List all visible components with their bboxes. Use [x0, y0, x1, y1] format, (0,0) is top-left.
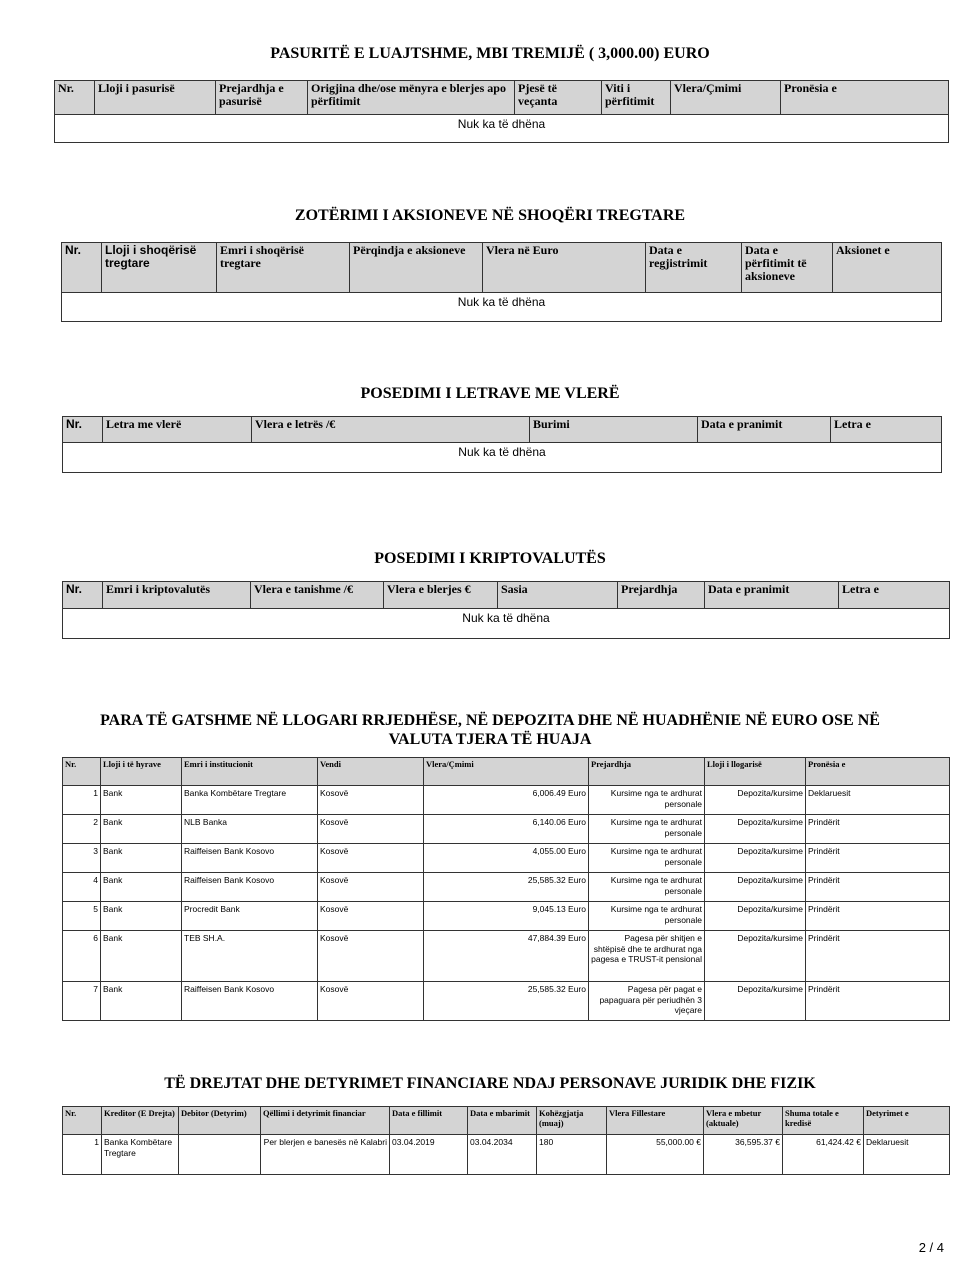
- cell-origin: Kursime nga te ardhurat personale: [589, 815, 705, 844]
- cell-owner: Prindërit: [806, 873, 950, 902]
- column-header: Data e regjistrimit: [646, 243, 742, 293]
- column-header: Debitor (Detyrim): [179, 1107, 261, 1135]
- cell-owner: Prindërit: [806, 815, 950, 844]
- cell-remaining-value: 36,595.37 €: [704, 1135, 783, 1175]
- column-header: Nr.: [63, 582, 103, 609]
- cell-account: Depozita/kursime: [705, 786, 806, 815]
- crypto-table: [62, 581, 950, 639]
- column-header: Emri i institucionit: [182, 758, 318, 786]
- cell-nr: 6: [63, 931, 101, 982]
- table-header-row: [62, 243, 942, 293]
- no-data-message: Nuk ka të dhëna: [55, 115, 949, 143]
- table-header-row: [63, 417, 942, 443]
- column-header: Emri i shoqërisë tregtare: [217, 243, 350, 293]
- column-header: Vlera e letrës /€: [252, 417, 530, 443]
- cell-value: 9,045.13 Euro: [424, 902, 589, 931]
- column-header: Letra e: [831, 417, 942, 443]
- column-header: Data e fillimit: [390, 1107, 468, 1135]
- cell-purpose: Per blerjen e banesës në Kalabri: [261, 1135, 390, 1175]
- cell-account: Depozita/kursime: [705, 815, 806, 844]
- cell-type: Bank: [101, 844, 182, 873]
- column-header: Nr.: [63, 417, 103, 443]
- cash-title-line1: PARA TË GATSHME NË LLOGARI RRJEDHËSE, NË DEPOZITA DHE NË HUADHËNIE NË EURO OSE NË: [100, 712, 880, 729]
- cell-owner: Deklaruesit: [864, 1135, 950, 1175]
- cell-nr: 1: [63, 1135, 102, 1175]
- cell-nr: 7: [63, 982, 101, 1021]
- column-header: Lloji i të hyrave: [101, 758, 182, 786]
- movable-assets-table: [54, 80, 949, 143]
- cell-value: 25,585.32 Euro: [424, 873, 589, 902]
- cell-type: Bank: [101, 815, 182, 844]
- cell-country: Kosovë: [318, 873, 424, 902]
- table-row: [63, 844, 950, 873]
- cell-account: Depozita/kursime: [705, 982, 806, 1021]
- column-header: Data e përfitimit të aksioneve: [742, 243, 833, 293]
- column-header: Vlera e mbetur (aktuale): [704, 1107, 783, 1135]
- cell-origin: Kursime nga te ardhurat personale: [589, 902, 705, 931]
- cell-institution: Raiffeisen Bank Kosovo: [182, 873, 318, 902]
- cell-country: Kosovë: [318, 902, 424, 931]
- table-header-row: [63, 1107, 950, 1135]
- cell-country: Kosovë: [318, 982, 424, 1021]
- cell-institution: Banka Kombëtare Tregtare: [182, 786, 318, 815]
- securities-title: POSEDIMI I LETRAVE ME VLERË: [360, 385, 620, 402]
- column-header: Prejardhja e pasurisë: [216, 81, 308, 115]
- cell-type: Bank: [101, 982, 182, 1021]
- cash-title: [0, 711, 980, 749]
- no-data-message: Nuk ka të dhëna: [62, 293, 942, 322]
- cell-account: Depozita/kursime: [705, 844, 806, 873]
- securities-table: [62, 416, 942, 473]
- movable-assets-title: PASURITË E LUAJTSHME, MBI TREMIJË ( 3,000.00) EURO: [270, 45, 710, 62]
- column-header: Nr.: [63, 1107, 102, 1135]
- cell-institution: Raiffeisen Bank Kosovo: [182, 982, 318, 1021]
- no-data-message: Nuk ka të dhëna: [63, 443, 942, 473]
- cell-type: Bank: [101, 931, 182, 982]
- cell-origin: Kursime nga te ardhurat personale: [589, 786, 705, 815]
- obligations-title: TË DREJTAT DHE DETYRIMET FINANCIARE NDAJ PERSONAVE JURIDIK DHE FIZIK: [164, 1075, 816, 1092]
- shares-title: ZOTËRIMI I AKSIONEVE NË SHOQËRI TREGTARE: [294, 207, 686, 224]
- column-header: Data e pranimit: [698, 417, 831, 443]
- column-header: Vlera në Euro: [483, 243, 646, 293]
- column-header: Nr.: [63, 758, 101, 786]
- column-header: Nr.: [62, 243, 102, 293]
- cell-owner: Prindërit: [806, 844, 950, 873]
- column-header: Kohëzgjatja (muaj): [537, 1107, 607, 1135]
- cell-debtor: [179, 1135, 261, 1175]
- cell-type: Bank: [101, 786, 182, 815]
- cell-country: Kosovë: [318, 931, 424, 982]
- cell-account: Depozita/kursime: [705, 873, 806, 902]
- column-header: Letra me vlerë: [103, 417, 252, 443]
- cell-country: Kosovë: [318, 786, 424, 815]
- cell-type: Bank: [101, 873, 182, 902]
- cell-owner: Prindërit: [806, 931, 950, 982]
- column-header: Sasia: [498, 582, 618, 609]
- column-header: Pjesë të veçanta: [515, 81, 602, 115]
- no-data-message: Nuk ka të dhëna: [63, 609, 950, 639]
- column-header: Lloji i shoqërisë tregtare: [102, 243, 217, 293]
- obligations-table: [62, 1106, 950, 1175]
- column-header: Kreditor (E Drejta): [102, 1107, 179, 1135]
- column-header: Nr.: [55, 81, 95, 115]
- column-header: Pronësia e: [781, 81, 949, 115]
- cell-creditor: Banka Kombëtare Tregtare: [102, 1135, 179, 1175]
- table-row: [63, 873, 950, 902]
- cell-value: 47,884.39 Euro: [424, 931, 589, 982]
- column-header: Prejardhja: [618, 582, 705, 609]
- cash-title-line2: VALUTA TJERA TË HUAJA: [388, 731, 592, 748]
- column-header: Lloji i pasurisë: [95, 81, 216, 115]
- column-header: Shuma totale e kredisë: [783, 1107, 864, 1135]
- table-header-row: [63, 758, 950, 786]
- column-header: Qëllimi i detyrimit financiar: [261, 1107, 390, 1135]
- cell-nr: 2: [63, 815, 101, 844]
- cell-origin: Pagesa për shitjen e shtëpisë dhe te ardhurat nga pagesa e TRUST-it pensional: [589, 931, 705, 982]
- column-header: Data e pranimit: [705, 582, 839, 609]
- cell-institution: NLB Banka: [182, 815, 318, 844]
- cell-country: Kosovë: [318, 815, 424, 844]
- column-header: Aksionet e: [833, 243, 942, 293]
- cell-institution: Procredit Bank: [182, 902, 318, 931]
- table-header-row: [55, 81, 949, 115]
- cell-initial-value: 55,000.00 €: [607, 1135, 704, 1175]
- cell-origin: Pagesa për pagat e papaguara për periudhën 3 vjeçare: [589, 982, 705, 1021]
- column-header: Vlera/Çmimi: [671, 81, 781, 115]
- column-header: Vlera/Çmimi: [424, 758, 589, 786]
- table-row: [63, 982, 950, 1021]
- column-header: Emri i kriptovalutës: [103, 582, 251, 609]
- cell-end-date: 03.04.2034: [468, 1135, 537, 1175]
- cell-nr: 1: [63, 786, 101, 815]
- cell-origin: Kursime nga te ardhurat personale: [589, 873, 705, 902]
- table-row: [63, 786, 950, 815]
- column-header: Vlera Fillestare: [607, 1107, 704, 1135]
- column-header: Lloji i llogarisë: [705, 758, 806, 786]
- table-row: [63, 815, 950, 844]
- cell-owner: Prindërit: [806, 902, 950, 931]
- table-row: [63, 931, 950, 982]
- column-header: Vlera e blerjes €: [384, 582, 498, 609]
- cell-origin: Kursime nga te ardhurat personale: [589, 844, 705, 873]
- cell-account: Depozita/kursime: [705, 931, 806, 982]
- table-row: [63, 1135, 950, 1175]
- cell-total-credit: 61,424.42 €: [783, 1135, 864, 1175]
- cell-institution: TEB SH.A.: [182, 931, 318, 982]
- column-header: Detyrimet e: [864, 1107, 950, 1135]
- cell-duration: 180: [537, 1135, 607, 1175]
- cash-table: [62, 757, 950, 1021]
- cell-value: 6,140.06 Euro: [424, 815, 589, 844]
- cell-institution: Raiffeisen Bank Kosovo: [182, 844, 318, 873]
- crypto-title: POSEDIMI I KRIPTOVALUTËS: [374, 550, 606, 567]
- cell-type: Bank: [101, 902, 182, 931]
- cell-nr: 4: [63, 873, 101, 902]
- column-header: Origjina dhe/ose mënyra e blerjes apo përfitimit: [308, 81, 515, 115]
- cell-owner: Prindërit: [806, 982, 950, 1021]
- shares-table: [61, 242, 942, 322]
- cell-owner: Deklaruesit: [806, 786, 950, 815]
- cell-country: Kosovë: [318, 844, 424, 873]
- table-header-row: [63, 582, 950, 609]
- cell-nr: 3: [63, 844, 101, 873]
- cell-value: 4,055.00 Euro: [424, 844, 589, 873]
- column-header: Data e mbarimit: [468, 1107, 537, 1135]
- cell-value: 6,006.49 Euro: [424, 786, 589, 815]
- cell-nr: 5: [63, 902, 101, 931]
- column-header: Vlera e tanishme /€: [251, 582, 384, 609]
- cell-start-date: 03.04.2019: [390, 1135, 468, 1175]
- cell-value: 25,585.32 Euro: [424, 982, 589, 1021]
- column-header: Pronësia e: [806, 758, 950, 786]
- column-header: Vendi: [318, 758, 424, 786]
- column-header: Burimi: [530, 417, 698, 443]
- cell-account: Depozita/kursime: [705, 902, 806, 931]
- column-header: Përqindja e aksioneve: [350, 243, 483, 293]
- page-number: 2 / 4: [918, 1240, 944, 1255]
- column-header: Letra e: [839, 582, 950, 609]
- column-header: Prejardhja: [589, 758, 705, 786]
- column-header: Viti i përfitimit: [602, 81, 671, 115]
- table-row: [63, 902, 950, 931]
